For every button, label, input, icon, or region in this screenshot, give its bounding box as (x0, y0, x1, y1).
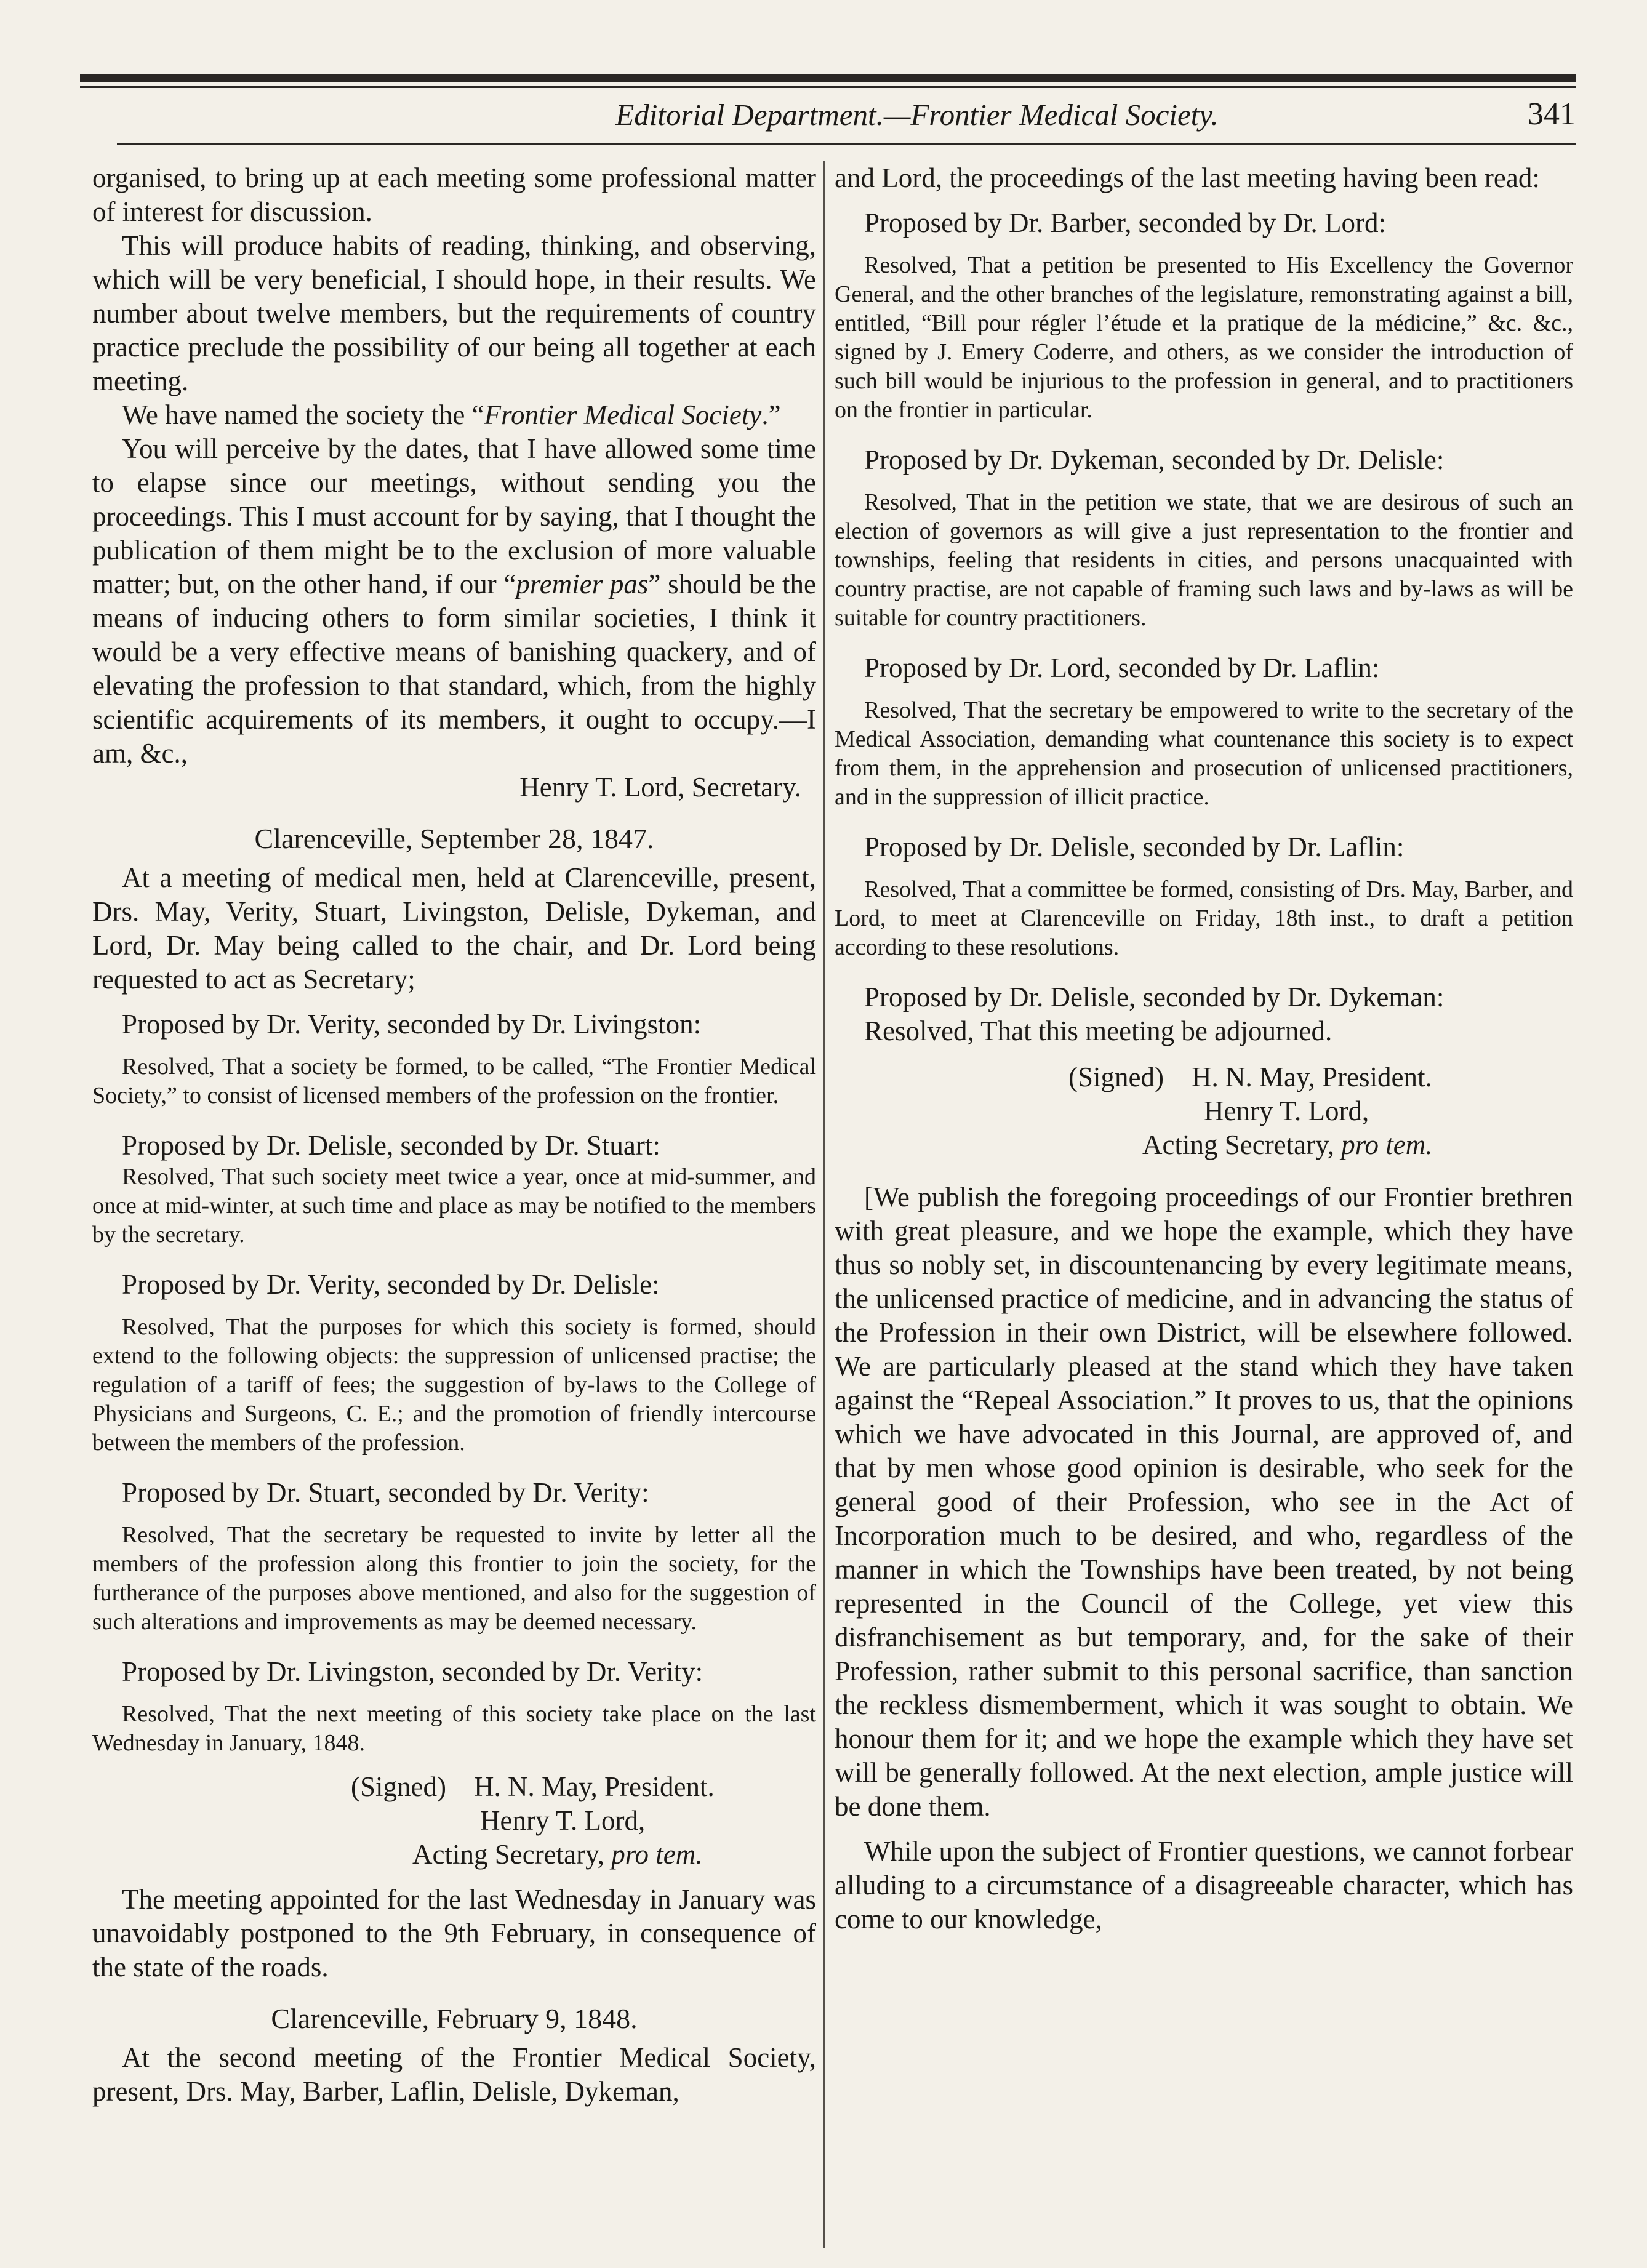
president-name: H. N. May, President. (473, 1771, 715, 1802)
paragraph: and Lord, the proceedings of the last meeting having been read: (835, 162, 1540, 193)
running-head (80, 92, 1576, 135)
proposal: Proposed by Dr. Dykeman, seconded by Dr. Delisle: (864, 444, 1445, 475)
proposal: Proposed by Dr. Barber, seconded by Dr. Lord: (864, 207, 1387, 238)
signature-secretary: Henry T. Lord, (1204, 1096, 1369, 1126)
proposal: Proposed by Dr. Lord, seconded by Dr. Laflin: (864, 652, 1380, 683)
signed-label: (Signed) (351, 1771, 446, 1802)
dateline: Clarenceville, February 9, 1848. (271, 2003, 638, 2034)
paragraph: At a meeting of medical men, held at Clarenceville, present, Drs. May, Verity, Stuart, Livingston, Delisle, Dykeman, and Lord, Dr. May being called to the chair, and Dr. Lord being requested to act as Secretary; (92, 862, 816, 995)
resolution: Resolved, That the purposes for which this society is formed, should extend to the following objects: the suppression of unlicensed practise; the regulation of a tariff of fees; the suggestion of by-laws to the College of Physicians and Surgeons, C. E.; and the promotion of friendly intercourse between the members of the profession. (92, 1314, 816, 1456)
secretary-signature: Henry T. Lord, Secretary. (519, 772, 801, 803)
text-run: ” should be the means of inducing others to form similar societies, I think it would be a very effective means of banishing quackery, and of elevating the profession to that standard, which, from the highly scientific acquirements of its members, it ought to occupy.—I am, &c., (92, 569, 816, 769)
resolution: Resolved, That the secretary be empowered to write to the secretary of the Medical Association, demanding what countenance this society is to expect from them, in the apprehension and prosecution of unlicensed practitioners, and in the suppression of illicit practice. (835, 697, 1573, 810)
resolution: Resolved, That this meeting be adjourned. (864, 1016, 1332, 1046)
pro-tem: pro tem. (611, 1839, 703, 1870)
proposal: Proposed by Dr. Verity, seconded by Dr. Livingston: (122, 1009, 702, 1040)
proposal: Proposed by Dr. Delisle, seconded by Dr. Dykeman: (864, 982, 1445, 1012)
resolution: Resolved, That a committee be formed, consisting of Drs. May, Barber, and Lord, to meet at Clarenceville on Friday, 18th inst., to draft a petition according to these resolutions. (835, 876, 1573, 960)
proposal: Proposed by Dr. Stuart, seconded by Dr. Verity: (122, 1477, 649, 1508)
paragraph (92, 398, 816, 432)
editorial-paragraph: [We publish the foregoing proceedings of our Frontier brethren with great pleasure, and we hope the example, which they have thus so nobly set, in discountenancing by every legitimate means, the unlicensed practice of medicine, and in advancing the status of the Profession in their own District, will be elsewhere followed. We are particularly pleased at the stand which they have taken against the “Repeal Association.” It proves to us, that the opinions which we have advocated in this Journal, are approved of, and that by men whose good opinion is desirable, who seek for the general good of their Profession, who see in the Act of Incorporation much to be desired, and who, regardless of the manner in which the Townships have been treated, by not being represented in the Council of the College, yet view this disfranchisement as but temporary, and, for the sake of their Profession, rather submit to this personal sacrifice, than sanction the reckless dismemberment, which it was sought to obtain. We honour them for it; and we hope the example which they have set will be generally followed. At the next election, ample justice will be done them. (835, 1182, 1573, 1822)
paragraph: organised, to bring up at each meeting some professional matter of interest for discussion. (92, 162, 816, 227)
header-rule (117, 143, 1576, 145)
proposal: Proposed by Dr. Livingston, seconded by Dr. Verity: (122, 1656, 703, 1687)
signature-acting (92, 1838, 816, 1872)
resolution: Resolved, That in the petition we state, that we are desirous of such an election of governors as will give a just representation to the frontier and townships, feeling that residents in cities, and persons unacquainted with country practise, are not capable of framing such laws and by-laws as will be suitable for country practitioners. (835, 489, 1573, 631)
proposal: Proposed by Dr. Delisle, seconded by Dr. Stuart: (122, 1130, 660, 1161)
right-column (835, 161, 1573, 2254)
society-name: Frontier Medical Society (484, 399, 762, 430)
acting-label: Acting Secretary, (412, 1839, 612, 1870)
resolution: Resolved, That a society be formed, to be called, “The Frontier Medical Society,” to consist of licensed members of the profession on the frontier. (92, 1054, 816, 1108)
resolution: Resolved, That the next meeting of this society take place on the last Wednesday in January, 1848. (92, 1701, 816, 1756)
proposal: Proposed by Dr. Delisle, seconded by Dr. Laflin: (864, 831, 1405, 862)
resolution: Resolved, That such society meet twice a year, once at mid-summer, and once at mid-winter, at such time and place as may be notified to the members by the secretary. (92, 1164, 816, 1248)
editorial-paragraph: While upon the subject of Frontier questions, we cannot forbear alluding to a circumstance of a disagreeable character, which has come to our knowledge, (835, 1836, 1573, 1934)
text-run: .” (761, 399, 781, 430)
paragraph: At the second meeting of the Frontier Medical Society, present, Drs. May, Barber, Laflin, Delisle, Dykeman, (92, 2042, 816, 2107)
president-name: H. N. May, President. (1191, 1062, 1432, 1092)
proposal: Proposed by Dr. Verity, seconded by Dr. Delisle: (122, 1269, 660, 1300)
text-run: We have named the society the “ (122, 399, 484, 430)
dateline: Clarenceville, September 28, 1847. (254, 823, 654, 854)
signature-president (92, 1770, 816, 1804)
resolution: Resolved, That a petition be presented to His Excellency the Governor General, and the other branches of the legislature, remonstrating against a bill, entitled, “Bill pour régler l’étude et la pratique de la médicine,” &c. &c., signed by J. Emery Coderre, and others, as we consider the introduction of such bill would be injurious to the profession in general, and to practitioners on the frontier in particular. (835, 252, 1573, 423)
paragraph: This will produce habits of reading, thinking, and observing, which will be very beneficial, I should hope, in their results. We number about twelve members, but the requirements of country practice preclude the possibility of our being all together at each meeting. (92, 230, 816, 396)
signature-block (92, 1770, 816, 1872)
acting-label: Acting Secretary, (1142, 1129, 1342, 1160)
signature-acting (835, 1128, 1573, 1162)
running-title: Editorial Department.—Frontier Medical Society. (615, 98, 1219, 132)
paragraph: The meeting appointed for the last Wednesday in January was unavoidably postponed to the 9th February, in consequence of the state of the roads. (92, 1884, 816, 1982)
signature-block (835, 1060, 1573, 1162)
resolution: Resolved, That the secretary be requested to invite by letter all the members of the profession along this frontier to join the society, for the furtherance of the purposes above mentioned, and also for the suggestion of such alterations and improvements as may be deemed necessary. (92, 1522, 816, 1635)
italic-phrase: premier pas (516, 569, 649, 599)
signed-label: (Signed) (1068, 1062, 1164, 1092)
top-border-rule (80, 74, 1576, 82)
signature-secretary: Henry T. Lord, (480, 1805, 646, 1836)
top-border-rule-thin (80, 86, 1576, 88)
column-divider (823, 161, 825, 2248)
left-column (92, 161, 816, 2254)
signature-president (835, 1060, 1573, 1094)
text-run: You will perceive by the dates, that I have allowed some time to elapse since our meetings, without sending you the proceedings. This I must account for by saying, that I thought the publication of them might be to the exclusion of more valuable matter; but, on the other hand, if our “ (92, 433, 816, 599)
pro-tem: pro tem. (1341, 1129, 1433, 1160)
page-number: 341 (1528, 97, 1576, 132)
paragraph (92, 432, 816, 771)
